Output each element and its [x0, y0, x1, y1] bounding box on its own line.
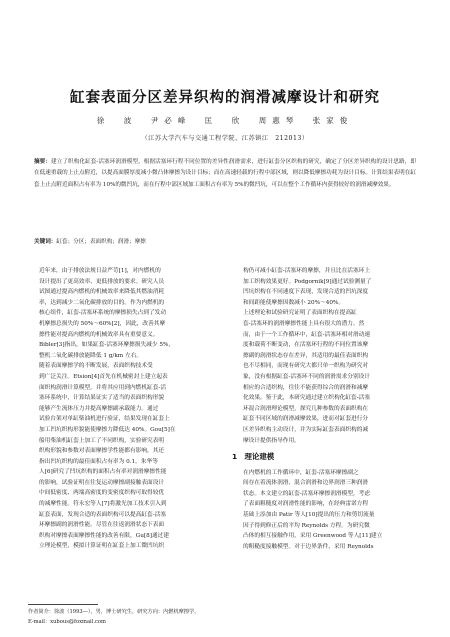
text-line: 核心组件，缸套-活塞环系统的摩擦损失占到了发动 — [39, 310, 167, 317]
text-line: 近年来，由于排放法规日益严苛[1]，对内燃机的 — [39, 268, 161, 274]
text-line: 缸套表面，发现合适的表面织构可以提高缸套-活塞 — [39, 511, 167, 518]
text-line: 中间低密度、两端高密度的变密度织构可取得较优 — [39, 490, 165, 497]
text-line: 相应的合适织构，往往不能获得综合的润滑和减摩 — [243, 384, 369, 391]
text-line: 状态。本文建立的缸套-活塞环摩擦润滑模型，考虑 — [243, 490, 371, 497]
right-column — [232, 266, 422, 552]
text-line: 而，由于一个工作循环中，缸套-活塞环相对滑动速 — [243, 331, 371, 338]
text-line: 化效果。鉴于此，本研究通过建立织构化缸套-活塞 — [243, 395, 371, 402]
text-line: 上述理论和试验研究证明了表面织构在提高缸 — [243, 310, 357, 317]
text-line: 加工凹坑织构形貌能使摩擦力降低达 40%。Gou[5]在 — [39, 426, 176, 433]
paper-title: 缸套表面分区差异织构的润滑减摩设计和研究 — [70, 90, 380, 106]
text-line: 机摩擦总损失的 50%～60%[2]，因此，改善其摩 — [39, 320, 166, 327]
text-line: 立理论模型，模拟计算证明在缸套上加工微凹坑织 — [39, 543, 165, 550]
text-line: 塞环系统中，计算结果证实了适当的表面织构形貌 — [39, 395, 165, 402]
text-line: 擦副的润滑状态存在差异，其适用的最佳表面织构 — [243, 352, 369, 359]
text-line: 整机二氧化碳排放能降低 1 g/km 左右。 — [39, 352, 143, 359]
text-line: 人[6]研究了凹坑织构的面积占有率对润滑摩擦性能 — [39, 469, 167, 476]
text-line: 基础上添加由 Patir 等人[10]提出的压力和剪切流量 — [243, 512, 375, 519]
text-line: 织构对摩擦表面摩擦性能的改善有限，Gu[8]通过建 — [39, 532, 170, 539]
text-line: 区差异织构主动设计，并为实际缸套表面织构的减 — [243, 426, 369, 433]
author-list: 徐 波 尹必峰 匡 欣 周惠琴 张家俊 — [96, 116, 354, 125]
text-line: 织构形貌和参数对表面摩擦学性能都有影响，其还 — [39, 448, 165, 455]
keywords — [34, 237, 416, 245]
text-line: 到广泛关注。Etsion[4]首先在机械密封上建立起表 — [39, 373, 168, 380]
text-line: 的减摩性能。符永宏等人[7]将激光加工技术引入到 — [39, 501, 167, 508]
abstract-text: 建立了织构化缸套-活塞环润滑模型，根据活塞环行程不同位置的差异性润滑需求，进行缸套分区织构的研究，确定了分区差异织构的设计思路，即在低速重载的上止点附近，以提高面膜厚度减小微凸体摩擦为设计目标；而在高速轻载的行程中部区域，则以降低摩擦功耗为设计目标。计算结果表明在缸套上止点附近面积占有率为 10%的微凹坑，而在行程中部区域加工面积占有率为 5%的微凹坑，可以在整个工作循环内获得较好的润滑减摩效果。 — [34, 159, 416, 188]
text-line: 了表面粗糙度对润滑性能的影响，在经典雷诺方程 — [243, 501, 369, 508]
text-line: 象，没有根据缸套-活塞环不同的润滑需求分别设计 — [243, 373, 371, 380]
footnote-divider — [28, 604, 98, 605]
left-column — [28, 266, 218, 552]
text-line: 擦性能对提高内燃机的机械效率具有重要意义。 — [39, 331, 159, 338]
text-line: 指出凹坑织构的最佳面积占有率为 0.1。朱华等 — [39, 458, 158, 465]
abstract — [34, 157, 416, 191]
text-line: 间存在着流体润滑、混合润滑和边界润滑三种润滑 — [243, 480, 369, 487]
text-line: 面织构润滑计算模型，并将其应用到内燃机缸套-活 — [39, 384, 167, 391]
text-line: 因子得到修正后的平均 Reynolds 方程。为研究微 — [243, 522, 370, 529]
section-heading-theory: 1 理论建模 — [232, 452, 275, 462]
author-footnote: 作者简介：徐波（1993—），男，博士研究生，研究方向：内燃机摩擦学。 — [28, 609, 200, 615]
text-line: 随着表面摩擦学的不断发展，表面织构技术受 — [39, 363, 153, 370]
text-line: 缸套不同区域的润滑减摩效果，进而对缸套进行分 — [243, 416, 369, 423]
text-line: 加工织构效果更好。Podgornik[9]通过试验测量了 — [243, 278, 372, 285]
right-paragraph-2 — [232, 308, 422, 446]
text-line: 的粗糙度接触模型。对于边界条件，采用 Reynolds — [243, 543, 374, 550]
text-line: 环摩擦副的润滑性能。尽管在往返润滑状态下表面 — [39, 522, 165, 529]
affiliation: （江苏大学汽车与交通工程学院，江苏镇江 212013） — [141, 135, 309, 142]
text-line: 凹坑织构在不同速度下表现，发现合适的凹坑深度 — [243, 289, 369, 296]
text-line: 率，达到减少二氧化碳排放的目的。作为内燃机的 — [39, 299, 165, 306]
keywords-label: 关键词： — [34, 239, 57, 245]
right-paragraph-1 — [232, 266, 422, 308]
text-line: Bibler[3]指出，如果缸套-活塞环摩擦损失减少 5%， — [39, 342, 175, 349]
text-line: 摩设计提供指导作用。 — [243, 437, 300, 444]
abstract-label: 摘要： — [34, 159, 52, 165]
text-line: 构仍可减小缸套-活塞环的摩擦，并且比在活塞环上 — [243, 268, 371, 274]
left-paragraph-1 — [28, 266, 218, 361]
text-line: 也不尽相同，而现有研究大都只单一织构为研究对 — [243, 363, 369, 370]
text-line: 凸体的相互接触作用，采用 Greenwood 等人[11]建立 — [243, 533, 383, 540]
email-footnote: E-mail：xubous@foxmail.com — [28, 619, 106, 625]
keywords-text: 缸套；分区；表面织构；润滑；摩擦 — [56, 239, 146, 245]
text-line: 试图通过提高内燃机的机械效率来降低其燃油消耗 — [39, 289, 165, 296]
text-line: 和间距能使摩擦因数减小 20%～40%。 — [243, 299, 345, 306]
text-line: 环混合润滑理论模型，探究几种参数的表面织构在 — [243, 405, 369, 412]
left-paragraph-2 — [28, 361, 218, 552]
text-line: 设计提出了更高效率、更低排放的要求。研究人员 — [39, 278, 165, 285]
text-line: 试验台架对单缸柴油机进行验证，结果发现在缸套上 — [39, 416, 170, 423]
text-line: 船用柴油机缸套上加工了不同织构，实验研究表明 — [39, 437, 165, 444]
right-paragraph-3 — [232, 468, 422, 553]
text-line: 在内燃机的工作循环中，缸套-活塞环摩擦副之 — [243, 469, 359, 476]
text-line: 的影响，试验证明在往复运动摩擦副接触表面设计 — [39, 479, 165, 486]
text-line: 套-活塞环的润滑摩擦性能上具有很大的潜力。然 — [243, 320, 365, 327]
text-line: 能够产生流体压力并提高摩擦副承载能力。通过 — [39, 405, 159, 412]
text-line: 度和载荷不断变动，在活塞环行程的不同位置该摩 — [243, 342, 369, 349]
